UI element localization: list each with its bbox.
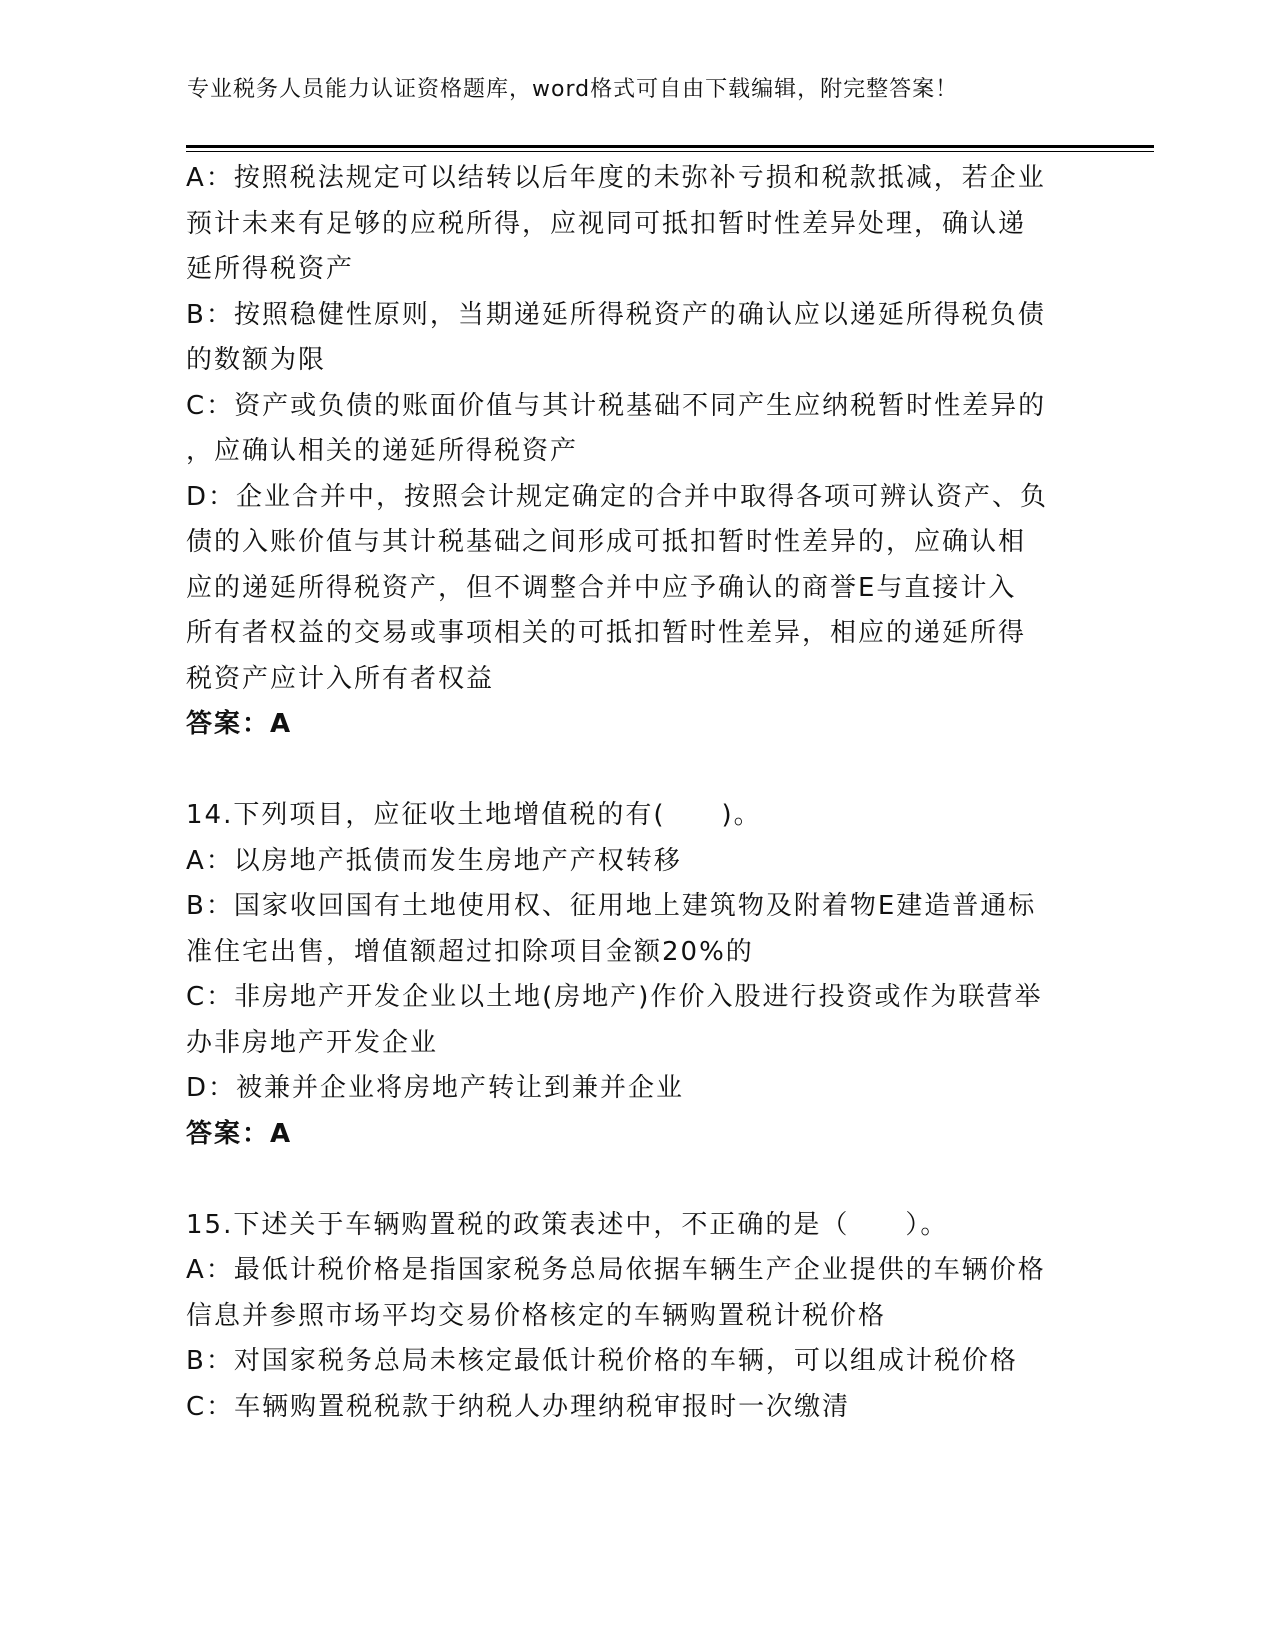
- option-line: C：资产或负债的账面价值与其计税基础不同产生应纳税暂时性差异的: [186, 390, 1047, 421]
- option-line: D：被兼并企业将房地产转让到兼并企业: [186, 1073, 685, 1103]
- option-line: 所有者权益的交易或事项相关的可抵扣暂时性差异，相应的递延所得: [186, 618, 1027, 648]
- spacer: [186, 748, 1086, 794]
- option-line: 预计未来有足够的应税所得，应视同可抵扣暂时性差异处理，确认递: [186, 208, 1027, 239]
- q13-option-c: [186, 384, 1086, 475]
- q15-stem: 15.下述关于车辆购置税的政策表述中，不正确的是（ ）。: [186, 1209, 949, 1240]
- q14-option-c: [186, 975, 1086, 1066]
- option-line: D：企业合并中，按照会计规定确定的合并中取得各项可辨认资产、负: [186, 481, 1049, 512]
- option-line: B：国家收回国有土地使用权、征用地上建筑物及附着物E建造普通标: [186, 891, 1037, 921]
- q13-option-a: [186, 156, 1086, 293]
- q14-option-b: [186, 884, 1086, 975]
- option-line: B：对国家税务总局未核定最低计税价格的车辆，可以组成计税价格: [186, 1346, 1018, 1376]
- q15-option-b: [186, 1339, 1086, 1385]
- option-line: C：非房地产开发企业以土地(房地产)作价入股进行投资或作为联营举: [186, 982, 1043, 1012]
- spacer: [186, 1157, 1086, 1203]
- header-rule-thin: [186, 151, 1154, 152]
- option-line: 办非房地产开发企业: [186, 1027, 439, 1058]
- q15-option-a: [186, 1248, 1086, 1339]
- option-line: B：按照稳健性原则，当期递延所得税资产的确认应以递延所得税负债: [186, 299, 1046, 330]
- option-line: 税资产应计入所有者权益: [186, 663, 495, 694]
- page-header: 专业税务人员能力认证资格题库，word格式可自由下载编辑，附完整答案！: [187, 77, 959, 102]
- q15-option-c: [186, 1385, 1086, 1431]
- option-line: A：最低计税价格是指国家税务总局依据车辆生产企业提供的车辆价格: [186, 1255, 1046, 1285]
- header-rule-thick: [186, 145, 1154, 148]
- option-line: A：按照税法规定可以结转以后年度的未弥补亏损和税款抵减，若企业: [186, 163, 1046, 193]
- q13-option-b: [186, 293, 1086, 384]
- q13-option-d: [186, 475, 1086, 703]
- option-line: A：以房地产抵债而发生房地产产权转移: [186, 845, 682, 876]
- q14-answer: 答案：A: [186, 1118, 293, 1149]
- q13-answer: 答案：A: [186, 709, 293, 739]
- document-body: [186, 156, 1086, 1430]
- option-line: 债的入账价值与其计税基础之间形成可抵扣暂时性差异的，应确认相: [186, 527, 1027, 557]
- option-line: 应的递延所得税资产，但不调整合并中应予确认的商誉E与直接计入: [186, 572, 1017, 603]
- option-line: 延所得税资产: [186, 254, 355, 284]
- q14-stem: 14.下列项目，应征收土地增值税的有( )。: [186, 800, 762, 830]
- q14-option-d: [186, 1066, 1086, 1112]
- option-line: 信息并参照市场平均交易价格核定的车辆购置税计税价格: [186, 1300, 887, 1331]
- option-line: ，应确认相关的递延所得税资产: [186, 436, 579, 466]
- option-line: 准住宅出售，增值额超过扣除项目金额20%的: [186, 936, 754, 967]
- option-line: C：车辆购置税税款于纳税人办理纳税审报时一次缴清: [186, 1391, 851, 1422]
- option-line: 的数额为限: [186, 345, 327, 375]
- q14-option-a: [186, 839, 1086, 885]
